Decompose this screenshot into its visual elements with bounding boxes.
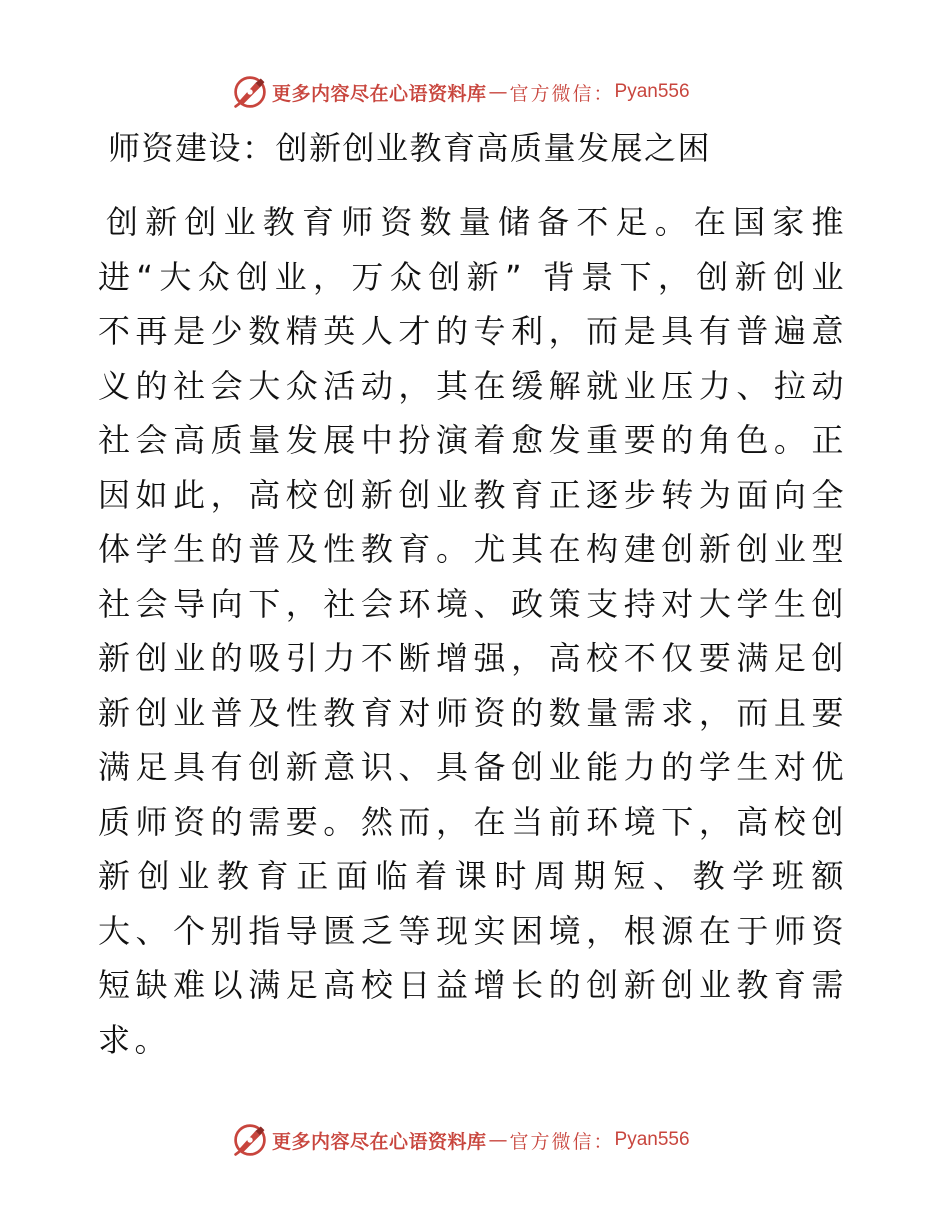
body-paragraph: 创新创业教育师资数量储备不足。在国家推进“大众创业，万众创新” 背景下，创新创业不再是少数精英人才的专利，而是具有普遍意义的社会大众活动，其在缓解就业压力、拉动社会高质量发展中扮演着愈发重要的角色。正因如此，高校创新创业教育正逐步转为面向全体学生的普及性教育。尤其在构建创新创业型社会导向下，社会环境、政策支持对大学生创新创业的吸引力不断增强，高校不仅要满足创新创业普及性教育对师资的数量需求，而且要满足具有创新意识、具备创业能力的学生对优质师资的需要。然而，在当前环境下，高校创新创业教育正面临着课时周期短、教学班额大、个别指导匮乏等现实困境，根源在于师资短缺难以满足高校日益增长的创新创业教育需求。 <box>98 203 848 1059</box>
watermark-separator: — <box>488 1129 508 1151</box>
watermark-separator: — <box>488 81 508 103</box>
watermark-wechat-label: 官方微信： <box>509 1130 615 1153</box>
header-watermark <box>232 72 690 112</box>
watermark-main-text: 更多内容尽在心语资料库 <box>272 82 487 105</box>
watermark-wechat-label: 官方微信： <box>509 82 615 105</box>
watermark-main-text: 更多内容尽在心语资料库 <box>272 1130 487 1153</box>
section-title: 师资建设：创新创业教育高质量发展之困 <box>108 129 712 167</box>
pen-nib-seal-icon <box>232 74 268 110</box>
watermark-wechat-id: Pyan556 <box>614 81 690 102</box>
pen-nib-seal-icon <box>232 1122 268 1158</box>
footer-watermark <box>232 1120 690 1160</box>
watermark-wechat-id: Pyan556 <box>614 1129 690 1150</box>
